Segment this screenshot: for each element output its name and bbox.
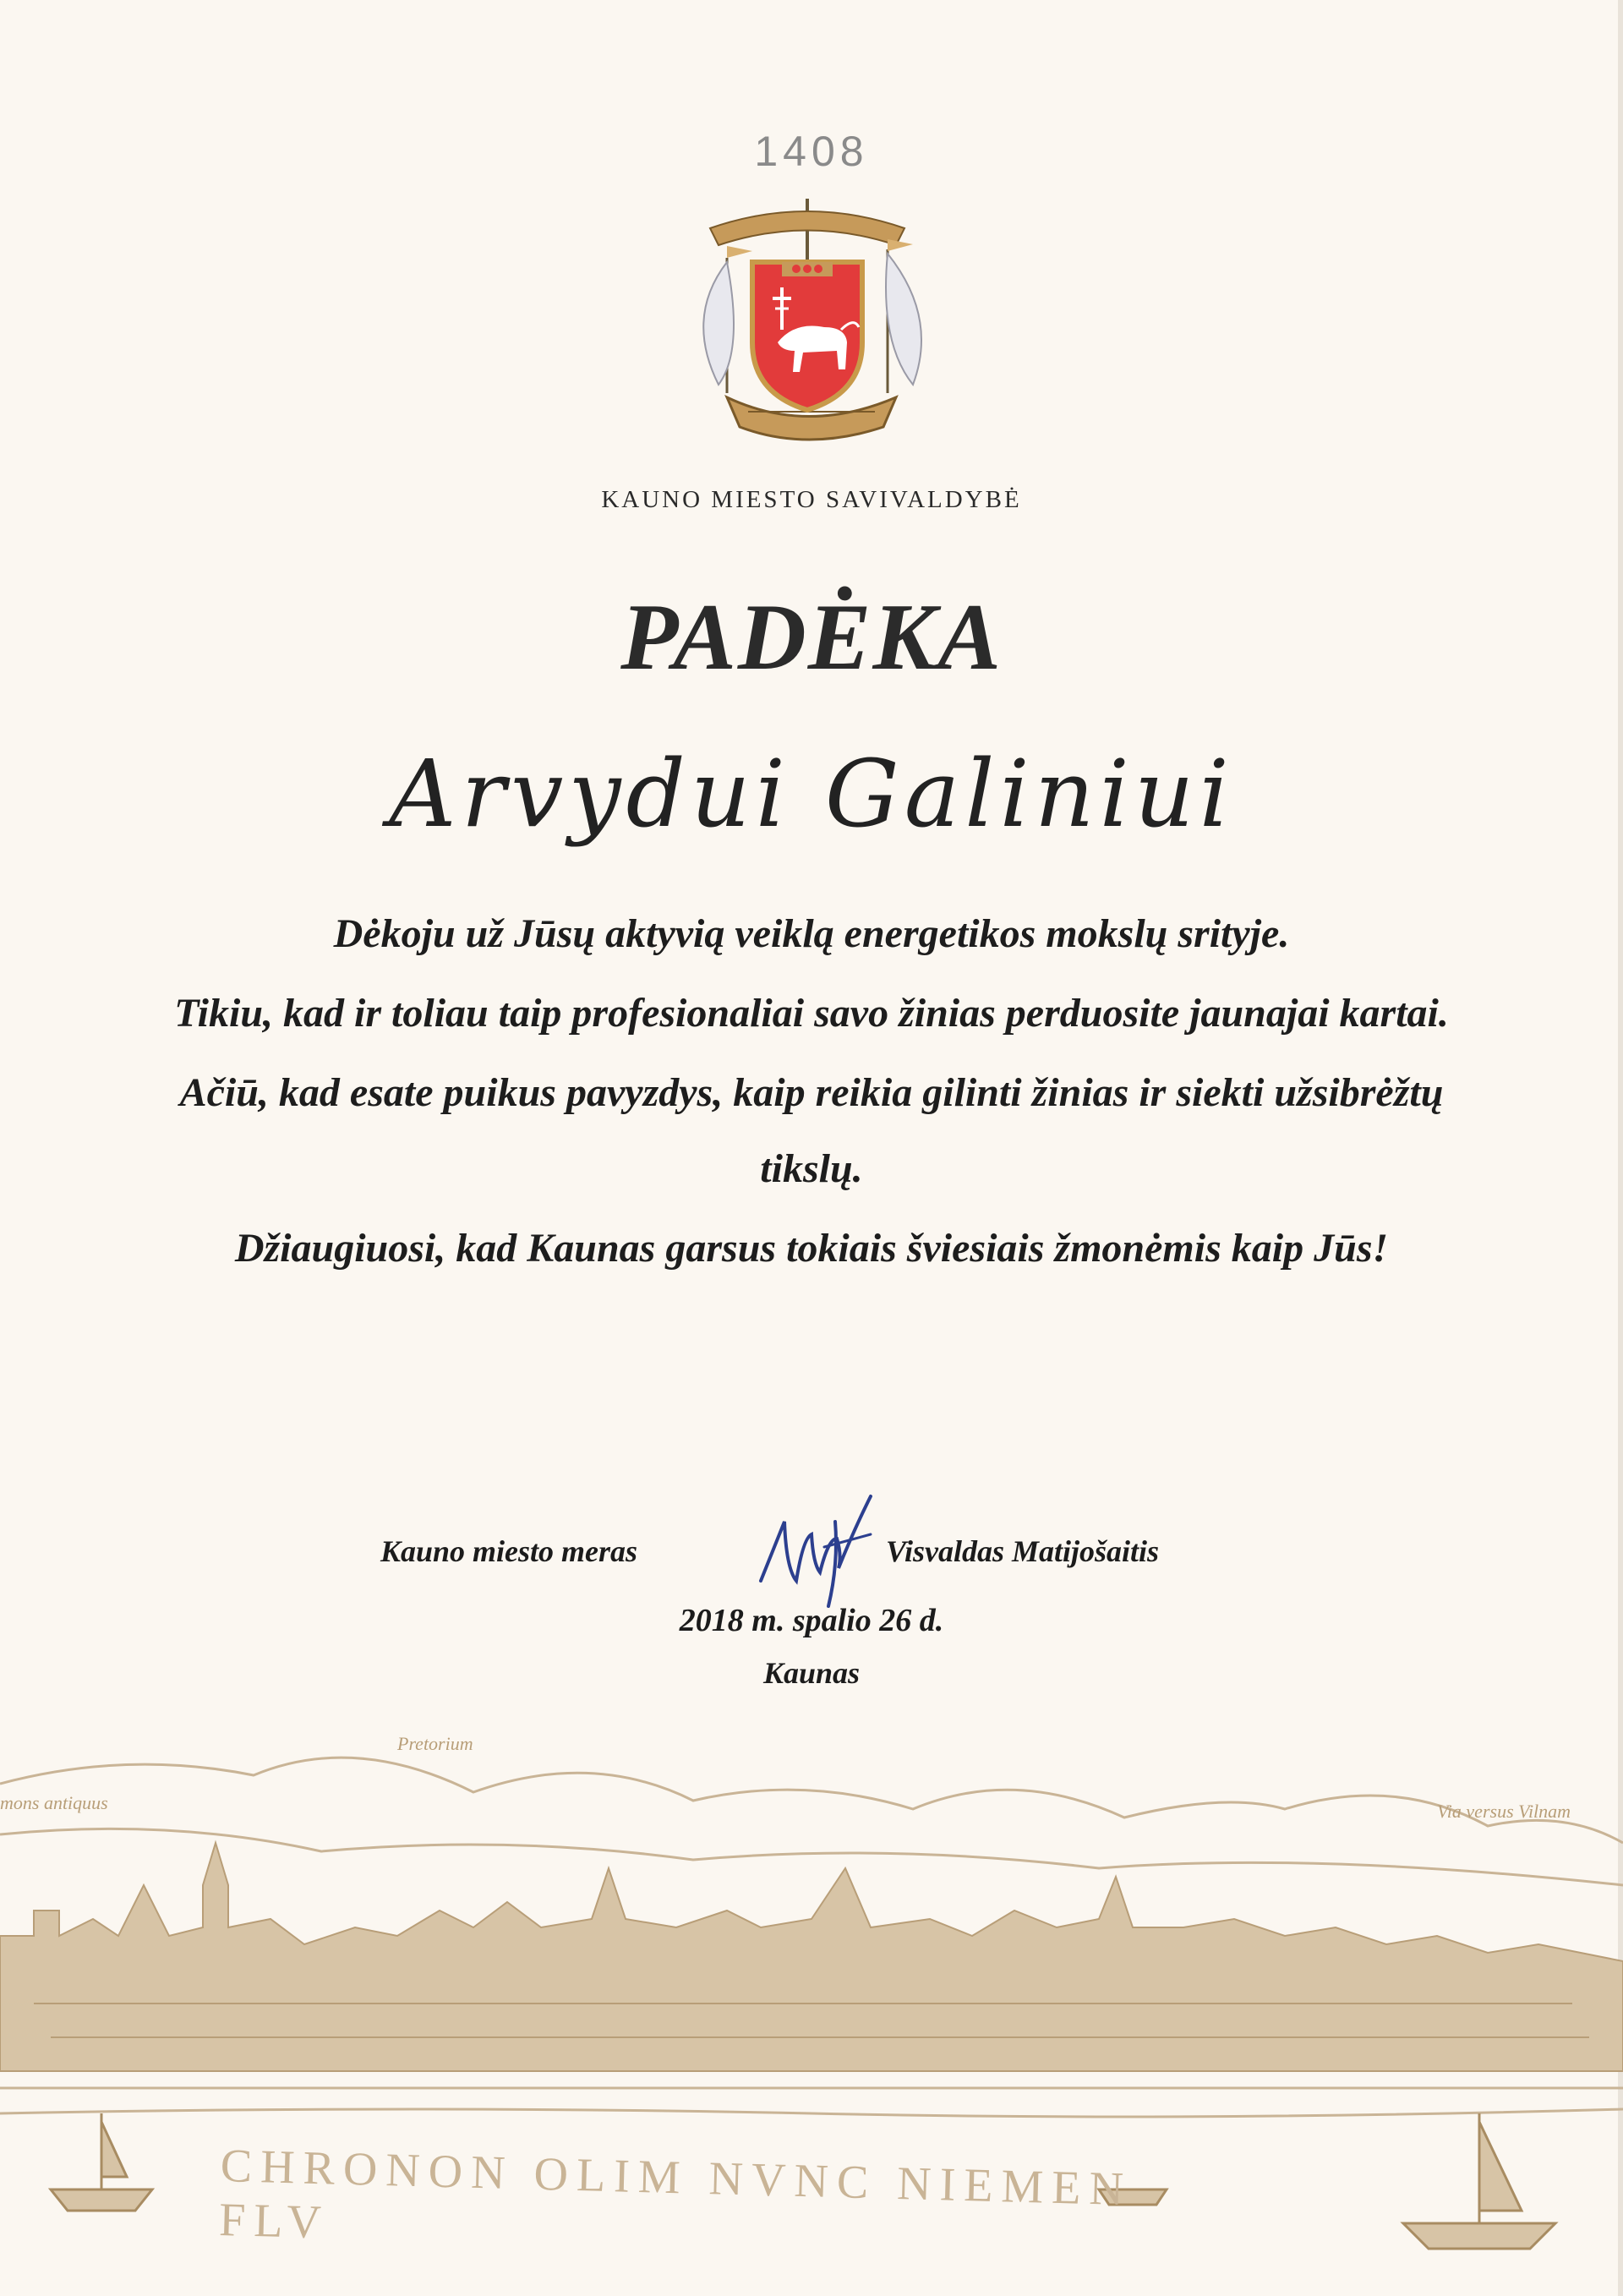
issue-place: Kaunas xyxy=(762,1656,861,1690)
body-paragraph: Džiaugiuosi, kad Kaunas garsus tokiais šviesiais žmonėmis kaip Jūs! xyxy=(234,1226,1389,1271)
kaunas-coat-of-arms-ship-icon xyxy=(668,182,947,469)
engraving-caption: CHRONON OLIM NVNC NIEMEN FLV xyxy=(218,2140,1133,2250)
svg-text:mons antiquus: mons antiquus xyxy=(0,1792,108,1813)
signatory-name: Visvaldas Matijošaitis xyxy=(886,1534,1160,1568)
body-paragraph: Ačiū, kad esate puikus pavyzdys, kaip reikia gilinti žinias ir siekti užsibrėžtų tikslų. xyxy=(179,1070,1444,1191)
certificate-body xyxy=(135,896,1488,1290)
signature-row xyxy=(0,1513,1623,1606)
signatory-role: Kauno miesto meras xyxy=(380,1534,638,1568)
body-paragraph: Tikiu, kad ir toliau taip profesionaliai savo žinias perduosite jaunajai kartai. xyxy=(174,991,1449,1036)
svg-text:Via versus Vilnam: Via versus Vilnam xyxy=(1437,1801,1571,1822)
handwritten-signature-icon xyxy=(744,1488,879,1615)
svg-text:Pretorium: Pretorium xyxy=(397,1733,473,1754)
issue-date: 2018 m. spalio 26 d. xyxy=(679,1603,944,1638)
founding-year: 1408 xyxy=(754,128,869,175)
certificate-title: PADĖKA xyxy=(620,585,1003,690)
issuing-organization: KAUNO MIESTO SAVIVALDYBĖ xyxy=(601,486,1022,513)
recipient-name: Arvydui Galiniui xyxy=(389,740,1234,848)
body-paragraph: Dėkoju už Jūsų aktyvią veiklą energetikos mokslų srityje. xyxy=(333,911,1290,956)
